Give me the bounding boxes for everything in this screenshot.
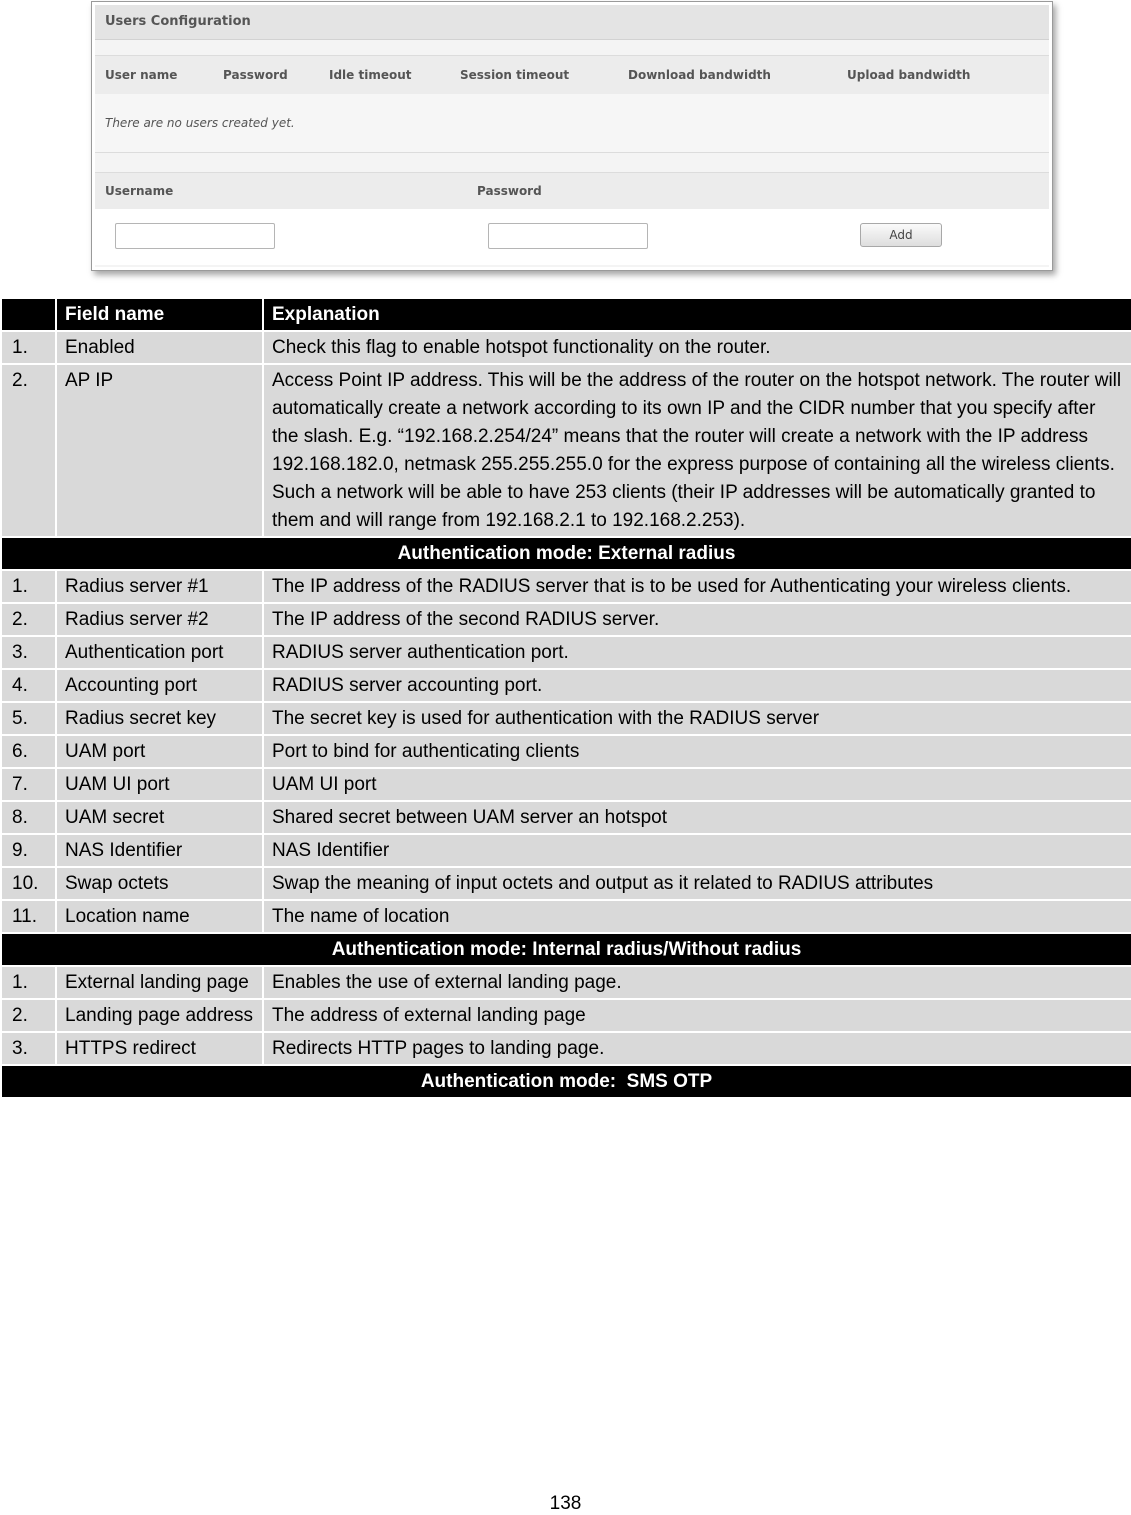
table-row [1,768,1131,801]
table-row [1,669,1131,702]
table-row [1,570,1131,603]
row-field: External landing page [56,966,263,999]
row-num: 1. [1,966,56,999]
row-explanation: The name of location [263,900,1131,933]
row-field: NAS Identifier [56,834,263,867]
table-row [1,603,1131,636]
table-row [1,636,1131,669]
row-field: Radius server #2 [56,603,263,636]
table-header-row [1,298,1131,331]
row-field: AP IP [56,364,263,537]
row-field: UAM UI port [56,768,263,801]
row-field: Landing page address [56,999,263,1032]
add-user-form [95,209,1049,265]
section-title: Authentication mode: External radius [1,537,1131,570]
row-explanation: Redirects HTTP pages to landing page. [263,1032,1131,1065]
header-field-name: Field name [56,298,263,331]
row-num: 1. [1,331,56,364]
row-explanation: The address of external landing page [263,999,1131,1032]
row-explanation: The IP address of the second RADIUS server. [263,603,1131,636]
password-input[interactable] [488,223,648,249]
row-num: 4. [1,669,56,702]
table-row [1,702,1131,735]
row-field: Accounting port [56,669,263,702]
row-num: 6. [1,735,56,768]
row-field: Enabled [56,331,263,364]
column-download-bandwidth: Download bandwidth [628,68,771,82]
empty-users-message: There are no users created yet. [95,94,1049,153]
row-num: 5. [1,702,56,735]
row-explanation: The secret key is used for authentication with the RADIUS server [263,702,1131,735]
row-num: 7. [1,768,56,801]
username-input[interactable] [115,223,275,249]
table-row [1,1032,1131,1065]
table-row [1,867,1131,900]
field-explanation-table [0,297,1131,1099]
table-row [1,999,1131,1032]
column-session-timeout: Session timeout [460,68,570,82]
row-explanation: RADIUS server accounting port. [263,669,1131,702]
screenshot-body [95,5,1049,267]
page-number: 138 [549,1493,582,1514]
row-field: Swap octets [56,867,263,900]
row-num: 2. [1,364,56,537]
row-explanation: NAS Identifier [263,834,1131,867]
section-sms-otp [1,1065,1131,1098]
row-explanation: Swap the meaning of input octets and output as it related to RADIUS attributes [263,867,1131,900]
row-num: 2. [1,603,56,636]
row-num: 8. [1,801,56,834]
column-upload-bandwidth: Upload bandwidth [847,68,971,82]
table-row [1,834,1131,867]
column-password: Password [223,68,288,82]
row-field: Authentication port [56,636,263,669]
users-configuration-title: Users Configuration [95,5,1049,40]
row-explanation: Access Point IP address. This will be the address of the router on the hotspot network. The router will automatically create a network according to its own IP and the CIDR number that you specify after the slash. E.g. “192.168.2.254/24” means that the router will create a network with the IP address 192.168.182.0, netmask 255.255.255.0 for the express purpose of containing all the wireless clients. Such a network will be able to have 253 clients (their IP addresses will be automatically granted to them and will range from 192.168.2.1 to 192.168.2.253). [263,364,1131,537]
row-field: HTTPS redirect [56,1032,263,1065]
row-explanation: Enables the use of external landing page. [263,966,1131,999]
table-row [1,735,1131,768]
users-table-header [95,55,1049,95]
row-num: 11. [1,900,56,933]
row-field: Radius server #1 [56,570,263,603]
section-internal-radius [1,933,1131,966]
row-field: Location name [56,900,263,933]
table-row [1,801,1131,834]
table-row [1,331,1131,364]
password-label: Password [477,184,542,198]
row-explanation: Shared secret between UAM server an hotspot [263,801,1131,834]
users-configuration-screenshot [91,1,1053,271]
add-button[interactable]: Add [860,223,942,247]
row-field: UAM port [56,735,263,768]
row-num: 1. [1,570,56,603]
header-explanation: Explanation [263,298,1131,331]
section-title: Authentication mode: Internal radius/Without radius [1,933,1131,966]
column-user-name: User name [105,68,178,82]
table-row [1,966,1131,999]
section-external-radius [1,537,1131,570]
row-explanation: RADIUS server authentication port. [263,636,1131,669]
row-explanation: The IP address of the RADIUS server that is to be used for Authenticating your wireless clients. [263,570,1131,603]
section-title: Authentication mode: SMS OTP [1,1065,1131,1098]
table-row [1,900,1131,933]
row-field: Radius secret key [56,702,263,735]
row-field: UAM secret [56,801,263,834]
row-num: 10. [1,867,56,900]
add-user-header [95,172,1049,210]
table-row [1,364,1131,537]
row-explanation: Check this flag to enable hotspot functionality on the router. [263,331,1131,364]
row-explanation: Port to bind for authenticating clients [263,735,1131,768]
column-idle-timeout: Idle timeout [329,68,412,82]
row-num: 3. [1,1032,56,1065]
username-label: Username [105,184,174,198]
row-explanation: UAM UI port [263,768,1131,801]
row-num: 3. [1,636,56,669]
header-num [1,298,56,331]
row-num: 2. [1,999,56,1032]
row-num: 9. [1,834,56,867]
